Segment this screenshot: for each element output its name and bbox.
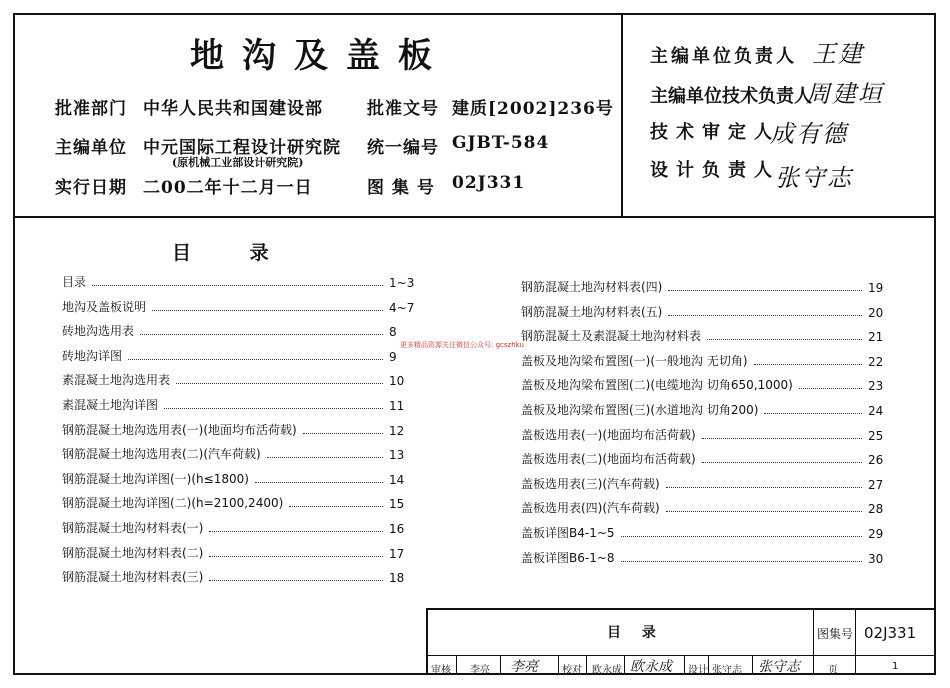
toc-entry-label: 钢筋混凝土地沟选用表(一)(地面均布活荷载) xyxy=(62,422,297,437)
atlas-no-label: 图 集 号 xyxy=(367,178,435,198)
toc-entry-page: 23 xyxy=(868,379,884,394)
toc-entry-label: 钢筋混凝土地沟材料表(五) xyxy=(521,304,663,319)
toc-leader-dots xyxy=(754,363,862,365)
header-bottom-line xyxy=(13,216,936,218)
toc-entry-page: 25 xyxy=(868,428,884,443)
toc-leader-dots xyxy=(176,382,383,384)
resp-role-2: 主编单位技术负责人 xyxy=(650,86,812,107)
design-name: 张守志 xyxy=(712,665,742,676)
toc-entry[interactable] xyxy=(62,543,417,561)
titleblock-mid-line xyxy=(426,655,936,656)
resp-signature-4: 张守志 xyxy=(775,164,853,192)
toc-entry-label: 砖地沟详图 xyxy=(62,348,123,363)
tb-cell-div-7 xyxy=(708,655,709,675)
chief-unit-label: 主编单位 xyxy=(55,138,127,158)
chief-unit-value: 中元国际工程设计研究院 xyxy=(143,138,341,158)
toc-entry-page: 28 xyxy=(868,502,884,517)
resp-signature-1: 王建 xyxy=(812,40,864,68)
toc-entry[interactable] xyxy=(521,498,896,516)
toc-leader-dots xyxy=(799,387,862,389)
toc-entry[interactable] xyxy=(62,370,417,388)
watermark-text: 更多精品资源关注微信公众号: gcszhku xyxy=(400,341,524,349)
toc-entry-label: 盖板及地沟梁布置图(一)(一般地沟 无切角) xyxy=(521,353,748,368)
toc-leader-dots xyxy=(666,510,862,512)
toc-entry-page: 30 xyxy=(868,551,884,566)
check-signature: 欧永成 xyxy=(630,659,672,675)
tb-cell-div-5 xyxy=(624,655,625,675)
toc-entry-page: 16 xyxy=(389,522,405,536)
toc-entry-page: 11 xyxy=(389,399,405,413)
effective-date-value: 二00二年十二月一日 xyxy=(143,178,313,198)
toc-entry[interactable] xyxy=(521,277,896,295)
toc-entry[interactable] xyxy=(62,272,417,290)
approval-dept-value: 中华人民共和国建设部 xyxy=(143,99,323,119)
toc-entry-label: 目录 xyxy=(62,275,87,289)
titleblock-left-line xyxy=(426,608,428,675)
titleblock-top-line xyxy=(426,608,936,610)
toc-entry[interactable] xyxy=(521,548,896,566)
toc-entry-label: 钢筋混凝土地沟材料表(二) xyxy=(62,545,204,560)
review-label: 审核 xyxy=(431,665,451,676)
resp-signature-2: 周建垣 xyxy=(806,80,884,108)
toc-entry-page: 10 xyxy=(389,374,405,389)
review-signature: 李亮 xyxy=(510,659,538,675)
toc-entry-label: 盖板详图B6-1~8 xyxy=(521,550,615,565)
toc-entry-page: 27 xyxy=(868,477,884,492)
resp-role-1: 主编单位负责人 xyxy=(650,46,797,67)
toc-entry[interactable] xyxy=(62,444,417,462)
toc-entry[interactable] xyxy=(521,474,896,492)
toc-entry[interactable] xyxy=(521,425,896,443)
toc-entry[interactable] xyxy=(521,523,896,541)
tb-cell-div-2 xyxy=(500,655,501,675)
titleblock-div-b xyxy=(855,608,856,675)
toc-entry-label: 素混凝土地沟详图 xyxy=(62,398,159,412)
toc-entry-label: 地沟及盖板说明 xyxy=(62,299,147,314)
toc-entry-page: 9 xyxy=(389,349,397,364)
toc-leader-dots xyxy=(707,338,862,340)
toc-leader-dots xyxy=(666,486,862,488)
toc-entry-label: 盖板选用表(二)(地面均布活荷载) xyxy=(521,452,696,467)
toc-leader-dots xyxy=(209,555,383,557)
toc-title: 目 录 xyxy=(172,242,295,264)
unified-no-label: 统一编号 xyxy=(367,138,439,158)
toc-leader-dots xyxy=(668,289,862,291)
titleblock-div-a xyxy=(813,608,814,675)
toc-entry[interactable] xyxy=(62,469,417,487)
toc-entry[interactable] xyxy=(521,302,896,320)
toc-entry-label: 钢筋混凝土地沟选用表(二)(汽车荷载) xyxy=(62,447,261,462)
toc-entry-page: 18 xyxy=(389,571,405,586)
toc-entry-label: 盖板及地沟梁布置图(二)(电缆地沟 切角650,1000) xyxy=(521,378,793,393)
toc-leader-dots xyxy=(128,358,383,360)
tb-cell-div-6 xyxy=(684,655,685,675)
header-divider xyxy=(621,13,623,217)
resp-signature-3: 成有德 xyxy=(770,120,848,148)
toc-entry[interactable] xyxy=(521,351,896,369)
atlas-title: 地沟及盖板 xyxy=(190,36,450,76)
approval-no-value: 建质[2002]236号 xyxy=(452,99,614,119)
toc-entry-page: 26 xyxy=(868,453,884,468)
tb-cell-div-1 xyxy=(456,655,457,675)
tb-cell-div-3 xyxy=(558,655,559,675)
effective-date-label: 实行日期 xyxy=(55,178,127,198)
toc-entry-label: 钢筋混凝土地沟材料表(三) xyxy=(62,570,204,585)
toc-entry-page: 21 xyxy=(868,330,884,345)
atlas-no-label-tb: 图集号 xyxy=(817,627,854,641)
toc-entry-page: 24 xyxy=(868,404,884,418)
toc-entry-page: 4~7 xyxy=(389,300,415,315)
toc-entry-label: 盖板选用表(三)(汽车荷载) xyxy=(521,476,660,491)
toc-entry-label: 砖地沟选用表 xyxy=(62,324,135,339)
toc-entry[interactable] xyxy=(62,297,417,315)
design-label: 设计 xyxy=(688,665,708,676)
toc-entry-page: 17 xyxy=(389,546,405,561)
toc-entry-label: 盖板详图B4-1~5 xyxy=(521,526,615,540)
toc-entry[interactable] xyxy=(62,346,417,364)
toc-entry-page: 12 xyxy=(389,423,405,438)
toc-entry[interactable] xyxy=(521,326,896,344)
toc-leader-dots xyxy=(140,333,383,335)
toc-entry[interactable] xyxy=(62,518,417,536)
toc-leader-dots xyxy=(303,432,383,434)
toc-entry[interactable] xyxy=(62,420,417,438)
toc-leader-dots xyxy=(764,412,862,414)
toc-leader-dots xyxy=(164,407,383,409)
toc-entry-label: 钢筋混凝土地沟材料表(四) xyxy=(521,280,663,294)
toc-entry-page: 19 xyxy=(868,281,884,295)
page-label: 页 xyxy=(828,665,838,676)
check-name: 欧永成 xyxy=(592,665,622,676)
toc-entry-page: 29 xyxy=(868,527,884,541)
toc-entry-page: 15 xyxy=(389,497,405,512)
toc-leader-dots xyxy=(621,535,862,537)
toc-leader-dots xyxy=(209,530,383,532)
atlas-no-value: 02J331 xyxy=(452,173,526,193)
approval-no-label: 批准文号 xyxy=(367,99,439,119)
tb-cell-div-4 xyxy=(586,655,587,675)
toc-entry[interactable] xyxy=(62,321,417,339)
toc-leader-dots xyxy=(209,579,383,581)
toc-leader-dots xyxy=(92,284,383,286)
toc-leader-dots xyxy=(289,505,383,507)
resp-role-3: 技术审定人 xyxy=(650,122,780,143)
toc-leader-dots xyxy=(267,456,383,458)
page-number: 1 xyxy=(892,661,899,672)
toc-leader-dots xyxy=(152,309,383,311)
toc-leader-dots xyxy=(668,314,862,316)
review-name: 李亮 xyxy=(470,665,490,676)
resp-role-4: 设计负责人 xyxy=(650,160,780,181)
sheet-title: 目 录 xyxy=(607,625,664,641)
toc-entry-page: 1~3 xyxy=(389,276,415,290)
toc-entry-label: 素混凝土地沟选用表 xyxy=(62,373,171,388)
design-signature: 张守志 xyxy=(758,659,800,675)
toc-entry[interactable] xyxy=(62,395,417,413)
toc-entry[interactable] xyxy=(521,400,896,418)
toc-entry-label: 钢筋混凝土地沟详图(二)(h=2100,2400) xyxy=(62,496,284,511)
tb-cell-div-8 xyxy=(752,655,753,675)
toc-entry-label: 钢筋混凝土地沟材料表(一) xyxy=(62,521,204,535)
toc-entry-page: 13 xyxy=(389,448,405,463)
toc-entry-label: 钢筋混凝土及素混凝土地沟材料表 xyxy=(521,329,702,344)
toc-entry-label: 钢筋混凝土地沟详图(一)(h≤1800) xyxy=(62,471,249,486)
approval-dept-label: 批准部门 xyxy=(55,99,127,119)
toc-entry-page: 8 xyxy=(389,325,397,340)
toc-entry-label: 盖板及地沟梁布置图(三)(水道地沟 切角200) xyxy=(521,403,759,417)
toc-entry-label: 盖板选用表(一)(地面均布活荷载) xyxy=(521,427,696,442)
toc-entry[interactable] xyxy=(62,493,417,511)
check-label: 校对 xyxy=(562,665,582,676)
toc-entry[interactable] xyxy=(521,449,896,467)
toc-entry[interactable] xyxy=(62,567,417,585)
toc-leader-dots xyxy=(255,481,383,483)
unified-no-value: GJBT-584 xyxy=(452,133,550,153)
toc-entry-page: 14 xyxy=(389,472,405,487)
toc-entry[interactable] xyxy=(521,375,896,393)
atlas-no-tb: 02J331 xyxy=(864,624,917,642)
toc-entry-label: 盖板选用表(四)(汽车荷载) xyxy=(521,501,660,516)
toc-leader-dots xyxy=(702,461,862,463)
chief-unit-note: (原机械工业部设计研究院) xyxy=(172,156,304,169)
toc-leader-dots xyxy=(702,437,862,439)
toc-entry-page: 22 xyxy=(868,354,884,369)
toc-entry-page: 20 xyxy=(868,305,884,320)
toc-leader-dots xyxy=(621,560,862,562)
